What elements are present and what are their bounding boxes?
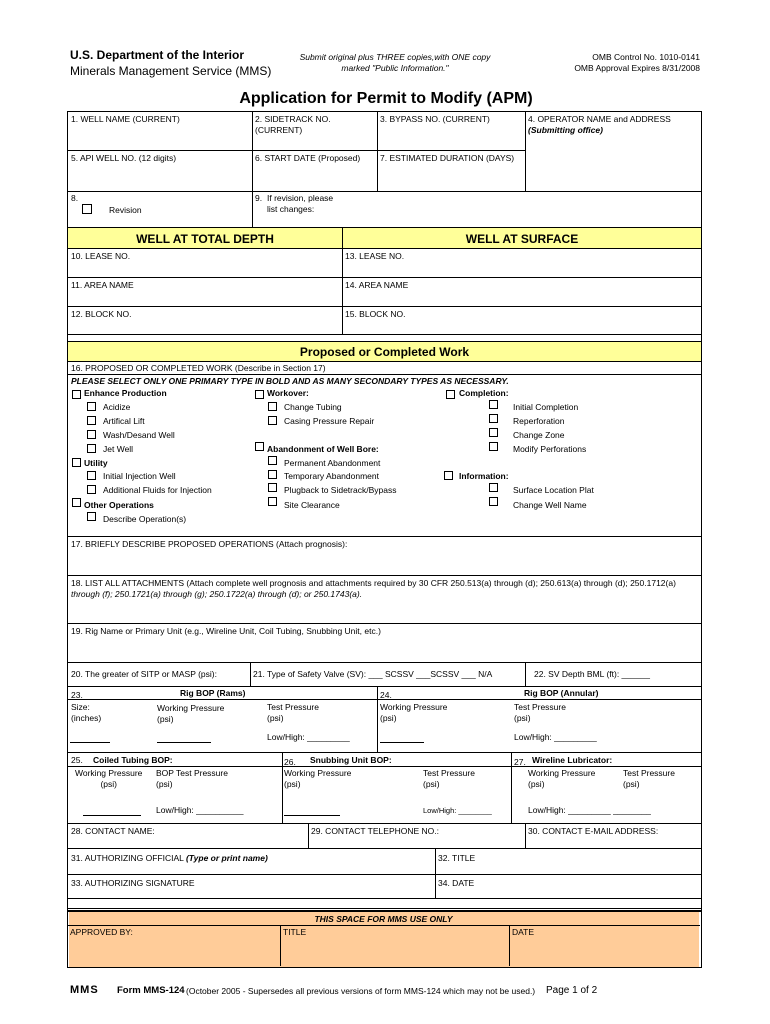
area-name-surface-field[interactable]: 14. AREA NAME [345, 280, 409, 290]
mms-title-field[interactable]: TITLE [283, 927, 307, 937]
mms-date-field[interactable]: DATE [512, 927, 535, 937]
enhance-production-checkbox[interactable] [72, 390, 81, 399]
agency-name: U.S. Department of the Interior [70, 48, 245, 62]
rams-low-high[interactable]: Low/High: _________ [267, 732, 350, 742]
rams-tp-text: Test Pressure [267, 702, 319, 712]
sidetrack-label: 2. SIDETRACK NO. [255, 114, 331, 124]
area-name-td-field[interactable]: 11. AREA NAME [71, 280, 134, 290]
surface-plat-label: Surface Location Plat [513, 485, 594, 495]
well-name-field[interactable]: 1. WELL NAME (CURRENT) [71, 114, 180, 124]
artifical-lift-checkbox[interactable] [87, 416, 96, 425]
omb-control-number: OMB Control No. 1010-0141 [592, 52, 700, 62]
mms-use-heading: THIS SPACE FOR MMS USE ONLY [314, 914, 453, 924]
submission-instructions [270, 52, 520, 75]
field-23-number: 23. [71, 690, 83, 700]
workover-label: Workover: [267, 388, 309, 398]
sidetrack-sublabel: (CURRENT) [255, 124, 303, 135]
omb-info [530, 52, 700, 75]
temp-abandon-checkbox[interactable] [268, 470, 277, 479]
official-title-field[interactable]: 32. TITLE [438, 853, 476, 863]
annular-test-pressure [514, 702, 566, 723]
revision-changes-label: If revision, please [267, 193, 334, 203]
wireline-tp-psi: (psi) [623, 778, 640, 789]
annular-wp-line[interactable] [380, 742, 424, 743]
footer-note: (October 2005 - Supersedes all previous versions of form MMS-124 which may not be used.) [186, 986, 536, 996]
duration-field[interactable]: 7. ESTIMATED DURATION (DAYS) [380, 153, 515, 163]
wireline-wp-psi: (psi) [528, 778, 545, 789]
revision-changes-sublabel: list changes: [267, 203, 315, 214]
api-well-field[interactable]: 5. API WELL NO. (12 digits) [71, 153, 177, 163]
apm-form [67, 111, 702, 912]
modify-perforations-label: Modify Perforations [513, 444, 587, 454]
enhance-production-label: Enhance Production [84, 388, 167, 398]
omb-expiration: OMB Approval Expires 8/31/2008 [574, 63, 700, 74]
workover-checkbox[interactable] [255, 390, 264, 399]
abandonment-label: Abandonment of Well Bore: [267, 444, 379, 454]
change-zone-label: Change Zone [513, 430, 565, 440]
reperforation-checkbox[interactable] [489, 414, 498, 423]
site-clearance-label: Site Clearance [284, 500, 340, 510]
attachments-line-1: 18. LIST ALL ATTACHMENTS (Attach complete well prognosis and attachments required by 30 CFR 250.513(a) through (d); 250.613(a) through (d); 250.1712(a) [71, 578, 676, 588]
information-checkbox[interactable] [444, 471, 453, 480]
field-27-number: 27. [514, 757, 526, 767]
form-title: Application for Permit to Modify (APM) [239, 90, 533, 107]
plugback-label: Plugback to Sidetrack/Bypass [284, 485, 397, 495]
operator-field[interactable] [528, 114, 671, 135]
operator-label: 4. OPERATOR NAME and ADDRESS [528, 114, 671, 124]
coiled-wp-text: Working Pressure [75, 768, 143, 778]
jet-well-checkbox[interactable] [87, 444, 96, 453]
jet-well-label: Jet Well [103, 444, 134, 454]
initial-completion-label: Initial Completion [513, 402, 579, 412]
initial-completion-checkbox[interactable] [489, 400, 498, 409]
coiled-working-pressure [75, 768, 142, 789]
artifical-lift-label: Artifical Lift [103, 416, 145, 426]
size-text: Size: [71, 702, 90, 712]
change-well-name-checkbox[interactable] [489, 497, 498, 506]
footer-form-number: Form MMS-124 [117, 985, 185, 996]
bypass-field[interactable]: 3. BYPASS NO. (CURRENT) [380, 114, 490, 124]
snubbing-wp-psi: (psi) [284, 778, 301, 789]
annular-wp-text: Working Pressure [380, 702, 448, 712]
coiled-wp-line[interactable] [83, 815, 141, 816]
utility-checkbox[interactable] [72, 458, 81, 467]
rams-wp-psi: (psi) [157, 713, 174, 724]
wireline-wp-text: Working Pressure [528, 768, 596, 778]
authorizing-signature-field[interactable]: 33. AUTHORIZING SIGNATURE [71, 878, 195, 888]
proposed-work-label: 16. PROPOSED OR COMPLETED WORK (Describe in Section 17) [71, 363, 326, 373]
initial-injection-checkbox[interactable] [87, 471, 96, 480]
casing-repair-label: Casing Pressure Repair [284, 416, 375, 426]
snubbing-tp-text: Test Pressure [423, 768, 475, 778]
revision-checkbox[interactable] [82, 204, 92, 214]
attachments-line-2: through (f); 250.1721(a) through (g); 250.1722(a) through (d); or 250.1743(a). [71, 588, 363, 599]
annular-tp-text: Test Pressure [514, 702, 566, 712]
signature-date-field[interactable]: 34. DATE [438, 878, 475, 888]
sitp-masp-field[interactable]: 20. The greater of SITP or MASP (psi): [71, 669, 217, 679]
coiled-bop-test [156, 768, 228, 789]
snubbing-low-high[interactable]: Low/High: ________ [423, 806, 492, 815]
contact-name-field[interactable]: 28. CONTACT NAME: [71, 826, 155, 836]
rams-test-pressure [267, 702, 319, 723]
field-9-number: 9. [255, 193, 263, 203]
surface-plat-checkbox[interactable] [489, 483, 498, 492]
wash-desand-label: Wash/Desand Well [103, 430, 175, 440]
rams-wp-text: Working Pressure [157, 703, 225, 713]
sv-depth-field[interactable]: 22. SV Depth BML (ft): ______ [534, 669, 650, 679]
initial-injection-label: Initial Injection Well [103, 471, 176, 481]
describe-operations-field[interactable]: 17. BRIEFLY DESCRIBE PROPOSED OPERATIONS (Attach prognosis): [71, 539, 348, 549]
wireline-tp-text: Test Pressure [623, 768, 675, 778]
change-tubing-checkbox[interactable] [268, 402, 277, 411]
other-operations-label: Other Operations [84, 500, 154, 510]
agency-block [70, 48, 271, 79]
authorizing-official-field[interactable] [71, 853, 268, 864]
field-24-number: 24. [380, 690, 392, 700]
snubbing-test-pressure [423, 768, 475, 789]
describe-operations-checkbox[interactable] [87, 512, 96, 521]
safety-valve-field[interactable]: 21. Type of Safety Valve (SV): ___ SCSSV ___SCSSV ___ N/A [253, 669, 493, 679]
modify-perforations-checkbox[interactable] [489, 442, 498, 451]
approved-by-field[interactable]: APPROVED BY: [70, 927, 133, 937]
perm-abandon-label: Permanent Abandonment [284, 458, 381, 468]
revision-label: Revision [109, 205, 142, 215]
site-clearance-checkbox[interactable] [268, 497, 277, 506]
coiled-low-high[interactable]: Low/High: __________ [156, 805, 244, 815]
change-well-name-label: Change Well Name [513, 500, 587, 510]
wash-desand-checkbox[interactable] [87, 430, 96, 439]
contact-email-field[interactable]: 30. CONTACT E-MAIL ADDRESS: [528, 826, 659, 836]
submit-line-2: marked "Public Information." [341, 63, 449, 74]
rig-bop-rams-heading: Rig BOP (Rams) [180, 688, 246, 698]
annular-wp-psi: (psi) [380, 712, 397, 723]
snubbing-wp-text: Working Pressure [284, 768, 352, 778]
perm-abandon-checkbox[interactable] [268, 456, 277, 465]
change-tubing-label: Change Tubing [284, 402, 342, 412]
coiled-tubing-heading: Coiled Tubing BOP: [93, 755, 173, 765]
information-label: Information: [459, 471, 509, 481]
field-25-number: 25. [71, 755, 83, 765]
rams-size-line[interactable] [70, 742, 110, 743]
snubbing-unit-heading: Snubbing Unit BOP: [310, 755, 392, 765]
additional-fluids-label: Additional Fluids for Injection [103, 485, 212, 495]
revision-changes-field[interactable] [267, 193, 333, 214]
block-no-surface-field[interactable]: 15. BLOCK NO. [345, 309, 406, 319]
field-26-number: 26. [284, 757, 296, 767]
bop-size-label [71, 702, 101, 723]
snubbing-wp-line[interactable] [284, 815, 340, 816]
proposed-work-heading: Proposed or Completed Work [299, 345, 470, 359]
annular-tp-psi: (psi) [514, 712, 531, 723]
footer-mms: MMS [70, 984, 99, 996]
annular-working-pressure [380, 702, 447, 723]
rams-working-pressure [157, 703, 224, 724]
inches-text: (inches) [71, 712, 102, 723]
authorizing-official-label: 31. AUTHORIZING OFFICIAL [71, 853, 186, 863]
selection-instruction: PLEASE SELECT ONLY ONE PRIMARY TYPE IN BOLD AND AS MANY SECONDARY TYPES AS NECESSARY. [71, 376, 509, 386]
acidize-checkbox[interactable] [87, 402, 96, 411]
rams-wp-line[interactable] [157, 742, 211, 743]
wireline-low-high[interactable]: Low/High: _________ ________ [528, 805, 651, 815]
acidize-label: Acidize [103, 402, 131, 412]
well-total-depth-heading: WELL AT TOTAL DEPTH [136, 232, 274, 246]
describe-operations-label: Describe Operation(s) [103, 514, 187, 524]
temp-abandon-label: Temporary Abandonment [284, 471, 379, 481]
snubbing-tp-psi: (psi) [423, 778, 440, 789]
lease-no-surface-field[interactable]: 13. LEASE NO. [345, 251, 405, 261]
coiled-bop-test-psi: (psi) [156, 778, 173, 789]
wireline-working-pressure [528, 768, 595, 789]
attachments-field[interactable] [71, 578, 699, 599]
lease-no-td-field[interactable]: 10. LEASE NO. [71, 251, 131, 261]
page-number: Page 1 of 2 [546, 985, 598, 996]
change-zone-checkbox[interactable] [489, 428, 498, 437]
operator-sublabel: (Submitting office) [528, 124, 603, 135]
utility-label: Utility [84, 458, 108, 468]
well-surface-heading: WELL AT SURFACE [465, 232, 579, 246]
casing-repair-checkbox[interactable] [268, 416, 277, 425]
start-date-field[interactable]: 6. START DATE (Proposed) [255, 153, 361, 163]
snubbing-working-pressure [284, 768, 351, 789]
rig-name-field[interactable]: 19. Rig Name or Primary Unit (e.g., Wireline Unit, Coil Tubing, Snubbing Unit, etc.) [71, 626, 381, 636]
plugback-checkbox[interactable] [268, 483, 277, 492]
submit-line-1: Submit original plus THREE copies,with ONE copy [299, 52, 491, 62]
bureau-name: Minerals Management Service (MMS) [70, 63, 272, 78]
other-operations-checkbox[interactable] [72, 498, 81, 507]
completion-checkbox[interactable] [446, 390, 455, 399]
annular-low-high[interactable]: Low/High: _________ [514, 732, 597, 742]
additional-fluids-checkbox[interactable] [87, 485, 96, 494]
coiled-bop-test-text: BOP Test Pressure [156, 768, 228, 778]
completion-label: Completion: [459, 388, 509, 398]
coiled-wp-psi: (psi) [100, 778, 117, 789]
authorizing-official-hint: (Type or print name) [185, 853, 268, 863]
wireline-lubricator-heading: Wireline Lubricator: [532, 755, 613, 765]
abandonment-checkbox[interactable] [255, 442, 264, 451]
block-no-td-field[interactable]: 12. BLOCK NO. [71, 309, 132, 319]
rams-tp-psi: (psi) [267, 712, 284, 723]
reperforation-label: Reperforation [513, 416, 565, 426]
rig-bop-annular-heading: Rig BOP (Annular) [524, 688, 599, 698]
wireline-test-pressure [623, 768, 675, 789]
contact-phone-field[interactable]: 29. CONTACT TELEPHONE NO.: [311, 826, 440, 836]
field-8-number: 8. [71, 193, 79, 203]
sidetrack-field[interactable] [255, 114, 331, 135]
